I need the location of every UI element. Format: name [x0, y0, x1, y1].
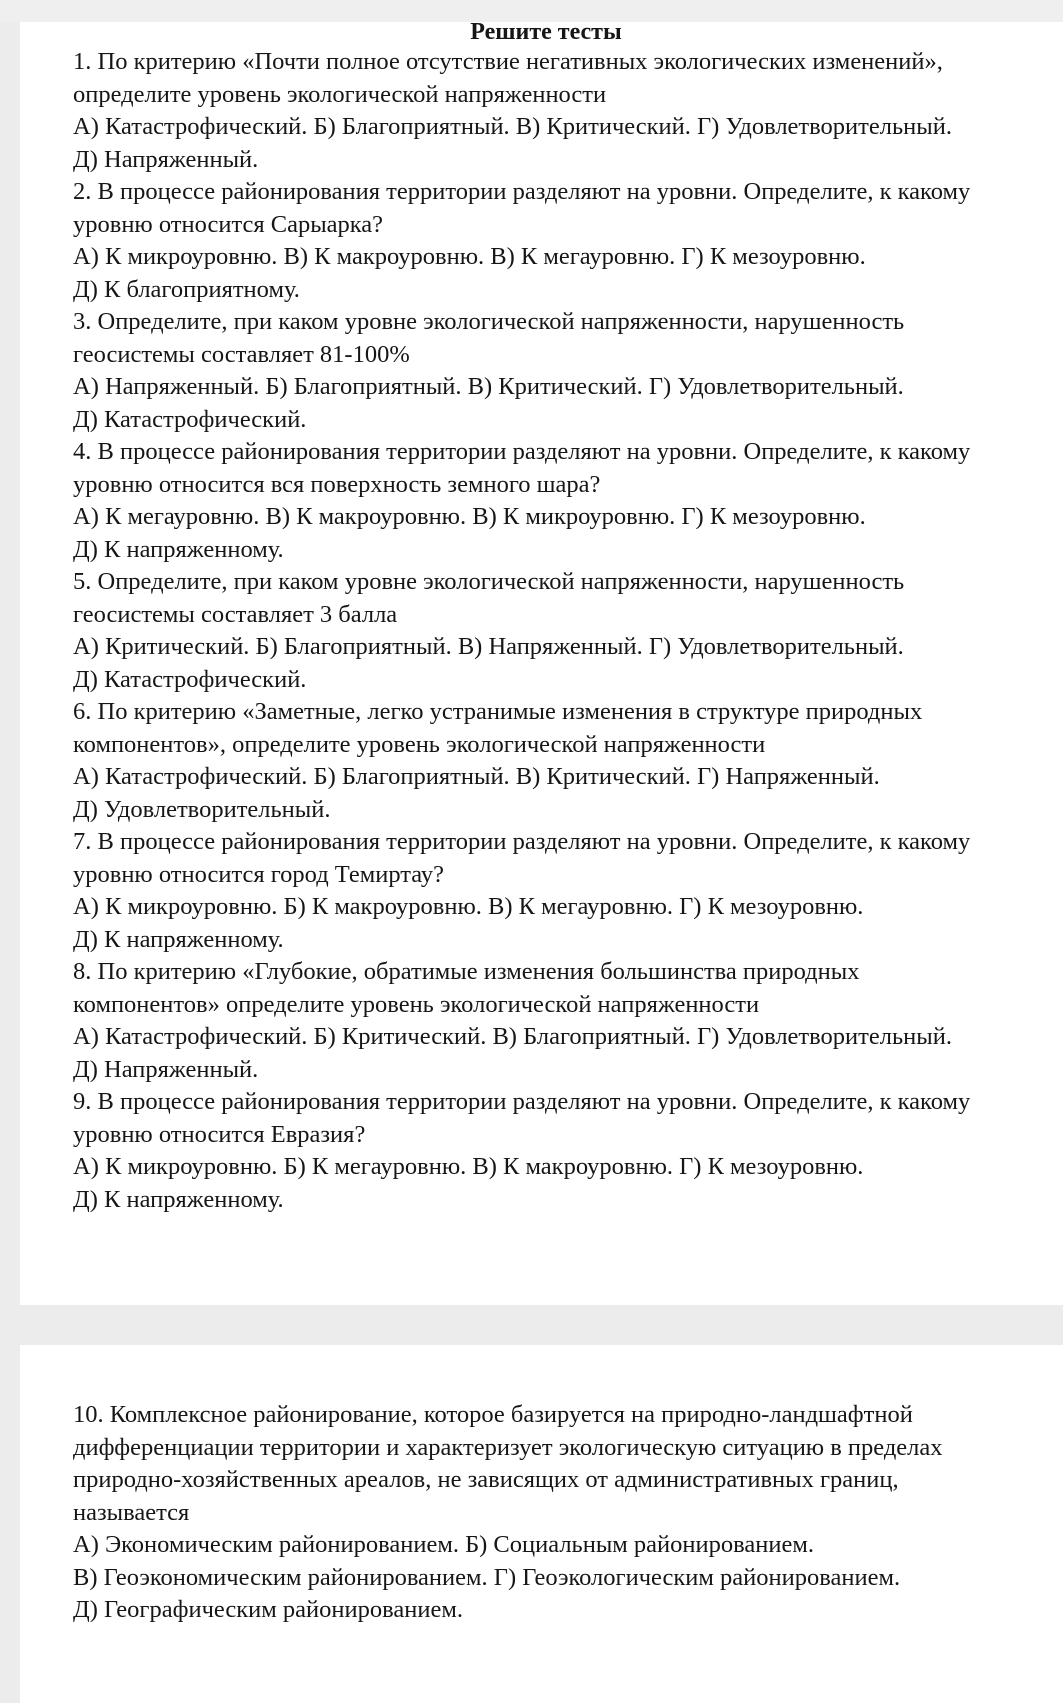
text-line: 1. По критерию «Почти полное отсутствие негативных экологических изменений»,	[73, 48, 943, 75]
text-line: дифференциации территории и характеризует экологическую ситуацию в пределах	[73, 1433, 943, 1461]
text-line: 6. По критерию «Заметные, легко устранимые изменения в структуре природных	[73, 698, 923, 725]
text-line: А) Катастрофический. Б) Благоприятный. В) Критический. Г) Удовлетворительный.	[73, 113, 952, 140]
text-line: уровню относится Евразия?	[73, 1120, 366, 1148]
text-line: геосистемы составляет 3 балла	[73, 600, 398, 628]
text-line: Д) Напряженный.	[73, 1055, 259, 1083]
text-line: 9. В процессе районирования территории разделяют на уровни. Определите, к какому	[73, 1088, 971, 1115]
text-line: Д) Катастрофический.	[73, 665, 307, 693]
text-line: 10. Комплексное районирование, которое базируется на природно-ландшафтной	[73, 1401, 913, 1428]
document-page-2	[20, 1345, 1063, 1703]
text-line: Д) К напряженному.	[73, 535, 284, 563]
text-line: Д) К напряженному.	[73, 925, 284, 953]
text-line: 5. Определите, при каком уровне экологической напряженности, нарушенность	[73, 568, 905, 595]
text-line: уровню относится вся поверхность земного шара?	[73, 470, 601, 498]
text-line: А) К микроуровню. В) К макроуровню. В) К мегауровню. Г) К мезоуровню.	[73, 243, 866, 270]
text-line: А) Критический. Б) Благоприятный. В) Напряженный. Г) Удовлетворительный.	[73, 633, 904, 660]
text-line: Д) К благоприятному.	[73, 275, 300, 303]
text-line: Д) Удовлетворительный.	[73, 795, 331, 823]
document-page-1	[20, 19, 1063, 1305]
text-line: В) Геоэкономическим районированием. Г) Геоэкологическим районированием.	[73, 1563, 901, 1591]
text-line: природно-хозяйственных ареалов, не зависящих от административных границ,	[73, 1466, 899, 1493]
page-2-content	[73, 1399, 1063, 1627]
text-line: определите уровень экологической напряженности	[73, 80, 607, 108]
text-line: Д) Напряженный.	[73, 145, 259, 173]
text-line: Д) К напряженному.	[73, 1185, 284, 1213]
text-line: А) К микроуровню. Б) К мегауровню. В) К макроуровню. Г) К мезоуровню.	[73, 1153, 864, 1180]
text-line: А) К мегауровню. В) К макроуровню. В) К микроуровню. Г) К мезоуровню.	[73, 503, 866, 530]
text-line: 2. В процессе районирования территории разделяют на уровни. Определите, к какому	[73, 178, 971, 205]
text-line: компонентов» определите уровень экологической напряженности	[73, 990, 760, 1018]
text-line: называется	[73, 1498, 190, 1526]
text-line: компонентов», определите уровень экологической напряженности	[73, 730, 766, 758]
text-line: Д) Географическим районированием.	[73, 1596, 463, 1623]
document-title: Решите тесты	[470, 19, 622, 45]
text-line: А) Напряженный. Б) Благоприятный. В) Критический. Г) Удовлетворительный.	[73, 373, 904, 400]
text-line: А) К микроуровню. Б) К макроуровню. В) К мегауровню. Г) К мезоуровню.	[73, 893, 864, 920]
text-line: А) Катастрофический. Б) Благоприятный. В) Критический. Г) Напряженный.	[73, 763, 880, 790]
text-line: Д) Катастрофический.	[73, 405, 307, 433]
text-line: 3. Определите, при каком уровне экологической напряженности, нарушенность	[73, 308, 905, 335]
page-1-content	[73, 19, 1063, 1216]
text-line: уровню относится город Темиртау?	[73, 860, 445, 888]
text-line: геосистемы составляет 81-100%	[73, 340, 410, 368]
text-line: уровню относится Сарыарка?	[73, 210, 384, 238]
text-line: 7. В процессе районирования территории разделяют на уровни. Определите, к какому	[73, 828, 971, 855]
text-line: А) Катастрофический. Б) Критический. В) Благоприятный. Г) Удовлетворительный.	[73, 1023, 952, 1050]
text-line: 4. В процессе районирования территории разделяют на уровни. Определите, к какому	[73, 438, 971, 465]
text-line: А) Экономическим районированием. Б) Социальным районированием.	[73, 1531, 814, 1558]
text-line: 8. По критерию «Глубокие, обратимые изменения большинства природных	[73, 958, 860, 985]
